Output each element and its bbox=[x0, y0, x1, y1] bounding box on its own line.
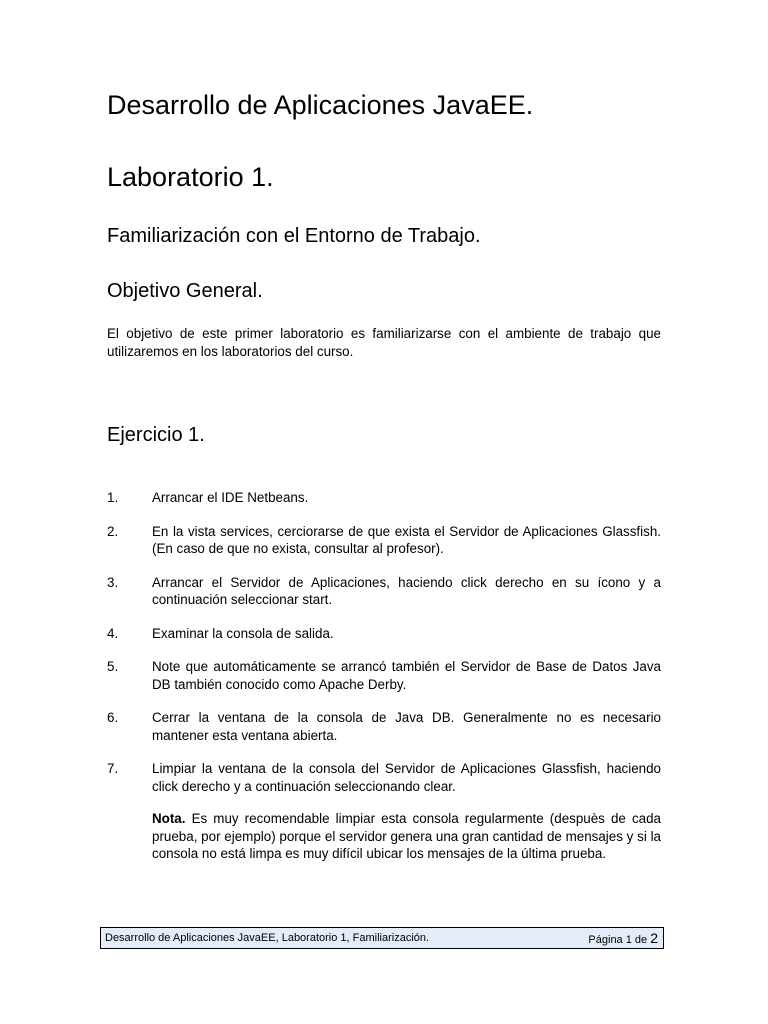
exercise-heading: Ejercicio 1. bbox=[107, 424, 205, 446]
step-text: Cerrar la ventana de la consola de Java DB. Generalmente no es necesario mantener esta ventana abierta. bbox=[152, 710, 661, 743]
list-item bbox=[107, 709, 661, 744]
note-paragraph bbox=[152, 810, 661, 863]
steps-list bbox=[107, 489, 661, 879]
note-label: Nota. bbox=[152, 811, 186, 826]
step-number: 5. bbox=[107, 659, 119, 674]
step-number: 4. bbox=[107, 625, 119, 641]
step-text: Arrancar el IDE Netbeans. bbox=[152, 490, 309, 505]
step-number: 3. bbox=[107, 574, 119, 590]
document-title: Desarrollo de Aplicaciones JavaEE. bbox=[107, 90, 534, 120]
step-number: 2. bbox=[107, 523, 119, 539]
step-text: Examinar la consola de salida. bbox=[152, 625, 334, 641]
list-item bbox=[107, 760, 661, 863]
objective-heading: Objetivo General. bbox=[107, 280, 263, 302]
step-text: Note que automáticamente se arrancó también el Servidor de Base de Datos Java DB también conocido como Apache Derby. bbox=[152, 659, 661, 692]
page-label: Página 1 de bbox=[588, 934, 651, 946]
note-text: Es muy recomendable limpiar esta consola regularmente (despuès de cada prueba, por ejemplo) porque el servidor genera una gran cantidad de mensajes y si la consola no está limpa es muy difícil ubicar los mensajes de la última prueba. bbox=[152, 811, 661, 861]
step-text: En la vista services, cerciorarse de que exista el Servidor de Aplicaciones Glassfish. (En caso de que no exista, consultar al profesor). bbox=[152, 523, 661, 556]
subtitle: Familiarización con el Entorno de Trabajo. bbox=[107, 225, 481, 247]
objective-text: El objetivo de este primer laboratorio es familiarizarse con el ambiente de trabajo que utilizaremos en los laboratorios del curso. bbox=[107, 326, 661, 359]
page-footer bbox=[100, 927, 664, 949]
step-number: 7. bbox=[107, 761, 119, 776]
step-number: 6. bbox=[107, 710, 119, 725]
lab-title: Laboratorio 1. bbox=[107, 162, 274, 192]
step-text: Arrancar el Servidor de Aplicaciones, haciendo click derecho en su ícono y a continuación seleccionar start. bbox=[152, 574, 661, 607]
list-item bbox=[107, 658, 661, 693]
list-item bbox=[107, 574, 661, 609]
page-number bbox=[588, 928, 658, 950]
list-item bbox=[107, 625, 661, 643]
list-item bbox=[107, 489, 661, 507]
list-item bbox=[107, 523, 661, 558]
step-number: 1. bbox=[107, 490, 119, 505]
page-total: 2 bbox=[650, 930, 658, 946]
step-text: Limpiar la ventana de la consola del Servidor de Aplicaciones Glassfish, haciendo click derecho y a continuación seleccionando clear. bbox=[152, 761, 661, 794]
footer-title: Desarrollo de Aplicaciones JavaEE, Laboratorio 1, Familiarización. bbox=[105, 932, 430, 944]
